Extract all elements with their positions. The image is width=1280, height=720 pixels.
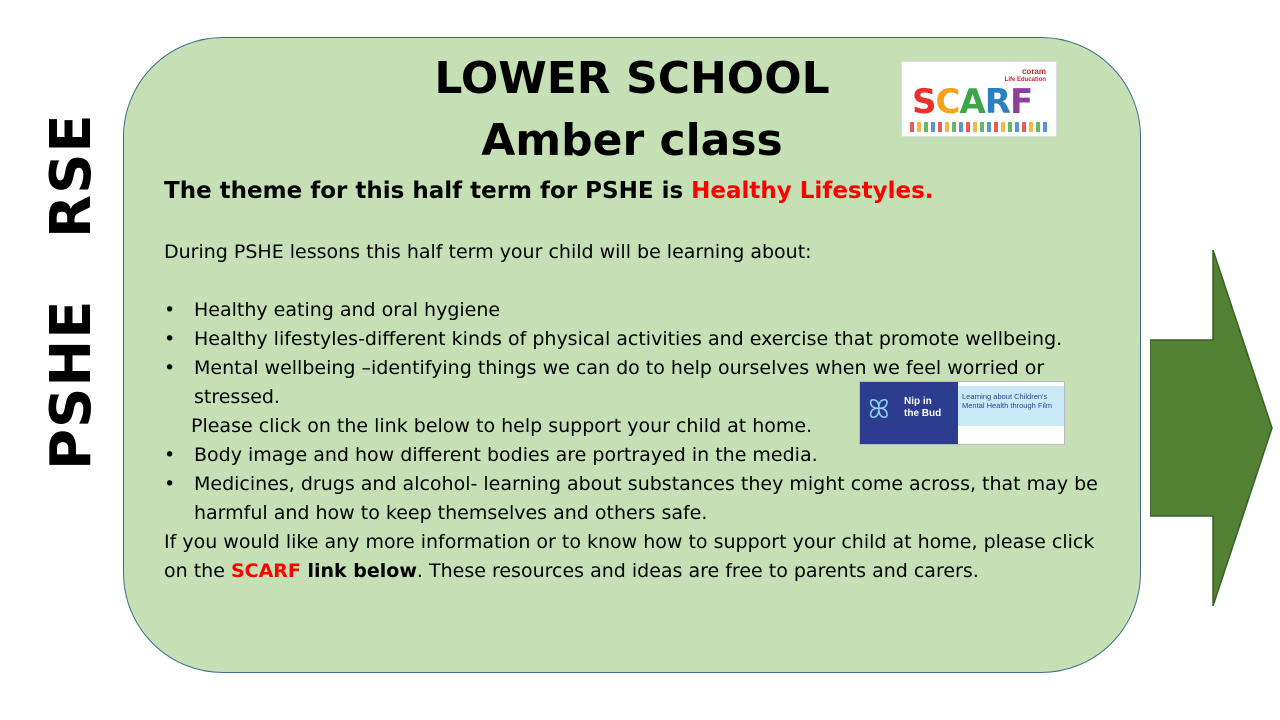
nip-tagline: Learning about Children's Mental Health through Film xyxy=(962,392,1053,410)
content-panel xyxy=(123,37,1141,673)
support-note: Please click on the link below to help support your child at home. xyxy=(191,415,813,437)
list-item: • Healthy eating and oral hygiene xyxy=(164,296,1104,325)
butterfly-icon: ꕤ xyxy=(868,394,890,424)
closing-text: If you would like any more information or to know how to support your child at home, please click on the SCARF link below. These resources and ideas are free to parents and carers. xyxy=(164,531,1095,582)
intro-text: During PSHE lessons this half term your child will be learning about: xyxy=(164,241,812,263)
nip-name: Nip in the Bud xyxy=(904,396,942,419)
topic-list-continued xyxy=(164,441,1104,528)
people-icon xyxy=(910,122,1050,132)
theme-heading: The theme for this half term for PSHE is Healthy Lifestyles. xyxy=(164,178,934,204)
class-title: Amber class xyxy=(481,115,783,166)
side-label-text: PSHE RSE xyxy=(39,113,104,470)
coram-label: coram Life Education xyxy=(1004,67,1046,83)
nip-in-the-bud-logo[interactable] xyxy=(859,381,1065,445)
page-title: LOWER SCHOOL xyxy=(434,53,830,104)
theme-highlight: Healthy Lifestyles. xyxy=(691,178,934,204)
list-item: • Healthy lifestyles-different kinds of physical activities and exercise that promote wellbeing. xyxy=(164,325,1104,354)
list-item: • Medicines, drugs and alcohol- learning about substances they might come across, that may be harmful and how to keep themselves and others safe. xyxy=(164,470,1104,528)
list-item: • Body image and how different bodies are portrayed in the media. xyxy=(164,441,1104,470)
scarf-link[interactable]: SCARF xyxy=(230,560,301,582)
scarf-wordmark: SCARF xyxy=(912,82,1033,122)
list-item: • Mental wellbeing –identifying things we can do to help ourselves when we feel worried or stressed. xyxy=(164,354,1104,412)
next-arrow-icon[interactable] xyxy=(1150,250,1275,606)
scarf-logo[interactable] xyxy=(901,61,1057,137)
